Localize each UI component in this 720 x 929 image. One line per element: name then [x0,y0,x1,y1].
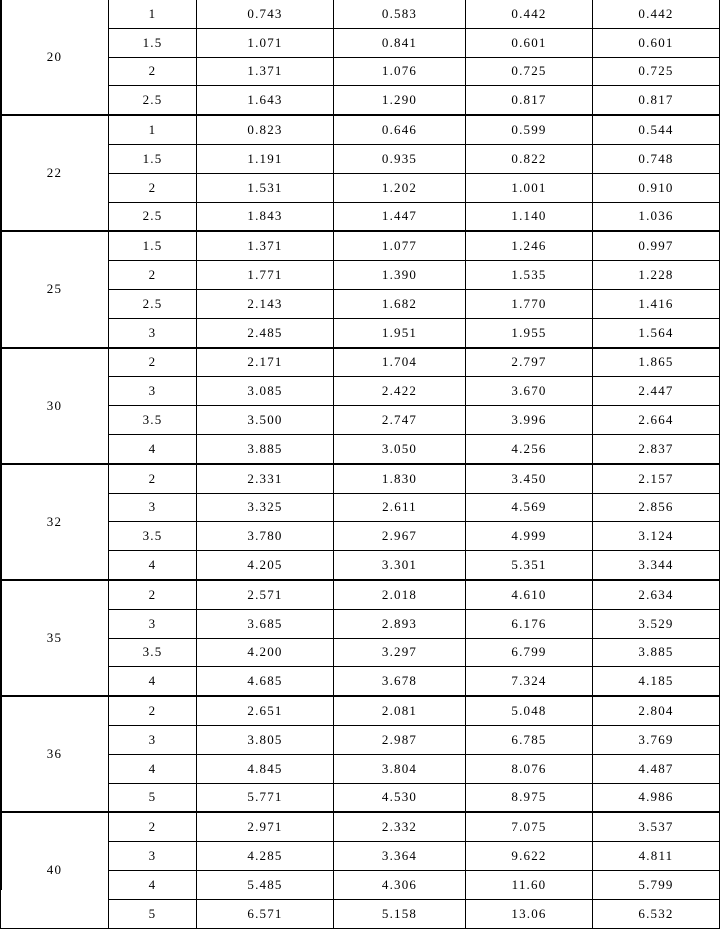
value4-cell: 2.634 [593,580,720,609]
value2-cell: 3.050 [334,434,466,463]
value2-cell: 2.987 [334,725,466,754]
value3-cell: 0.442 [466,0,593,28]
table-row [1,173,720,202]
table-row [1,609,720,638]
value4-cell: 1.564 [593,318,720,347]
value4-cell: 0.997 [593,231,720,260]
value2-cell: 2.893 [334,609,466,638]
value4-cell: 0.725 [593,57,720,86]
value3-cell: 8.076 [466,754,593,783]
value3-cell: 0.822 [466,144,593,173]
value1-cell: 3.500 [197,406,334,435]
value3-cell: 3.450 [466,464,593,493]
value4-cell: 0.601 [593,28,720,57]
value4-cell: 2.157 [593,464,720,493]
value4-cell: 3.885 [593,638,720,667]
thickness-cell: 3 [109,609,197,638]
value1-cell: 4.845 [197,754,334,783]
thickness-cell: 5 [109,899,197,928]
size-cell: 40 [1,812,109,928]
page-left-rule [0,0,2,890]
value3-cell: 1.955 [466,318,593,347]
value2-cell: 1.704 [334,348,466,377]
value1-cell: 3.685 [197,609,334,638]
size-cell: 25 [1,231,109,347]
value4-cell: 2.856 [593,493,720,522]
value3-cell: 11.60 [466,870,593,899]
thickness-cell: 2 [109,57,197,86]
table-row [1,0,720,28]
value3-cell: 5.048 [466,696,593,725]
value1-cell: 2.171 [197,348,334,377]
table-row [1,870,720,899]
value2-cell: 2.967 [334,522,466,551]
thickness-cell: 4 [109,551,197,580]
value3-cell: 6.176 [466,609,593,638]
thickness-cell: 1.5 [109,28,197,57]
value4-cell: 0.817 [593,86,720,115]
value3-cell: 4.999 [466,522,593,551]
value3-cell: 9.622 [466,842,593,871]
thickness-cell: 2 [109,348,197,377]
thickness-cell: 1 [109,0,197,28]
value3-cell: 1.770 [466,289,593,318]
value2-cell: 2.747 [334,406,466,435]
thickness-cell: 4 [109,870,197,899]
value3-cell: 3.996 [466,406,593,435]
thickness-cell: 2 [109,696,197,725]
value3-cell: 6.799 [466,638,593,667]
thickness-cell: 1 [109,115,197,144]
value4-cell: 1.228 [593,261,720,290]
thickness-cell: 4 [109,434,197,463]
size-cell: 20 [1,0,109,115]
value4-cell: 0.544 [593,115,720,144]
table-row [1,348,720,377]
value1-cell: 4.685 [197,667,334,696]
table-row [1,318,720,347]
value1-cell: 1.643 [197,86,334,115]
value3-cell: 13.06 [466,899,593,928]
thickness-cell: 2 [109,812,197,841]
table-row [1,522,720,551]
value2-cell: 2.422 [334,377,466,406]
value4-cell: 1.416 [593,289,720,318]
value3-cell: 2.797 [466,348,593,377]
thickness-cell: 3.5 [109,638,197,667]
size-cell: 30 [1,348,109,464]
value3-cell: 4.610 [466,580,593,609]
value3-cell: 0.599 [466,115,593,144]
table-row [1,464,720,493]
table-row [1,725,720,754]
value4-cell: 1.036 [593,202,720,231]
value4-cell: 1.865 [593,348,720,377]
value4-cell: 0.442 [593,0,720,28]
value2-cell: 1.951 [334,318,466,347]
value3-cell: 1.001 [466,173,593,202]
size-cell: 32 [1,464,109,580]
value1-cell: 2.971 [197,812,334,841]
table-row [1,261,720,290]
value4-cell: 4.811 [593,842,720,871]
table-row [1,202,720,231]
value2-cell: 1.290 [334,86,466,115]
value3-cell: 7.075 [466,812,593,841]
table-row [1,667,720,696]
table-row [1,638,720,667]
thickness-cell: 2.5 [109,86,197,115]
value2-cell: 1.682 [334,289,466,318]
value2-cell: 3.301 [334,551,466,580]
value2-cell: 1.202 [334,173,466,202]
table-row [1,57,720,86]
value4-cell: 0.748 [593,144,720,173]
value2-cell: 4.530 [334,783,466,812]
thickness-cell: 3.5 [109,406,197,435]
value2-cell: 1.076 [334,57,466,86]
table-row [1,231,720,260]
size-cell: 35 [1,580,109,696]
value2-cell: 0.646 [334,115,466,144]
thickness-cell: 3 [109,493,197,522]
value2-cell: 3.297 [334,638,466,667]
thickness-cell: 4 [109,754,197,783]
value2-cell: 1.077 [334,231,466,260]
value4-cell: 2.837 [593,434,720,463]
value3-cell: 1.246 [466,231,593,260]
table-row [1,115,720,144]
table-row [1,899,720,928]
value4-cell: 2.447 [593,377,720,406]
value1-cell: 3.325 [197,493,334,522]
value2-cell: 3.364 [334,842,466,871]
value4-cell: 3.769 [593,725,720,754]
value1-cell: 1.071 [197,28,334,57]
value1-cell: 6.571 [197,899,334,928]
value1-cell: 4.205 [197,551,334,580]
table-body [1,0,720,928]
table-row [1,754,720,783]
value3-cell: 3.670 [466,377,593,406]
value2-cell: 4.306 [334,870,466,899]
table-row [1,28,720,57]
thickness-cell: 2 [109,261,197,290]
value1-cell: 0.823 [197,115,334,144]
value4-cell: 3.537 [593,812,720,841]
value3-cell: 4.256 [466,434,593,463]
value4-cell: 3.344 [593,551,720,580]
value1-cell: 3.805 [197,725,334,754]
table-row [1,493,720,522]
value4-cell: 2.804 [593,696,720,725]
value4-cell: 0.910 [593,173,720,202]
thickness-cell: 3 [109,725,197,754]
thickness-cell: 3 [109,318,197,347]
value2-cell: 0.841 [334,28,466,57]
table-row [1,812,720,841]
value4-cell: 3.529 [593,609,720,638]
value1-cell: 2.571 [197,580,334,609]
value2-cell: 1.830 [334,464,466,493]
value1-cell: 1.371 [197,57,334,86]
value1-cell: 1.531 [197,173,334,202]
table-row [1,580,720,609]
value1-cell: 2.485 [197,318,334,347]
size-cell: 36 [1,696,109,812]
table-row [1,144,720,173]
thickness-cell: 2 [109,464,197,493]
value1-cell: 2.651 [197,696,334,725]
value1-cell: 1.371 [197,231,334,260]
value1-cell: 3.885 [197,434,334,463]
value2-cell: 3.678 [334,667,466,696]
value2-cell: 0.583 [334,0,466,28]
thickness-cell: 1.5 [109,231,197,260]
value4-cell: 4.185 [593,667,720,696]
value1-cell: 3.780 [197,522,334,551]
value4-cell: 5.799 [593,870,720,899]
table-row [1,783,720,812]
value1-cell: 2.331 [197,464,334,493]
value3-cell: 4.569 [466,493,593,522]
value1-cell: 1.771 [197,261,334,290]
thickness-cell: 4 [109,667,197,696]
table-row [1,551,720,580]
thickness-cell: 3.5 [109,522,197,551]
thickness-cell: 3 [109,842,197,871]
table-row [1,434,720,463]
thickness-cell: 2.5 [109,289,197,318]
value1-cell: 2.143 [197,289,334,318]
value3-cell: 5.351 [466,551,593,580]
value2-cell: 1.390 [334,261,466,290]
value2-cell: 5.158 [334,899,466,928]
value1-cell: 4.200 [197,638,334,667]
value1-cell: 1.191 [197,144,334,173]
value3-cell: 0.817 [466,86,593,115]
table-row [1,842,720,871]
thickness-cell: 5 [109,783,197,812]
thickness-cell: 2 [109,173,197,202]
value2-cell: 1.447 [334,202,466,231]
thickness-cell: 2.5 [109,202,197,231]
value3-cell: 8.975 [466,783,593,812]
size-cell: 22 [1,115,109,231]
value4-cell: 3.124 [593,522,720,551]
value1-cell: 5.771 [197,783,334,812]
thickness-cell: 3 [109,377,197,406]
value4-cell: 4.986 [593,783,720,812]
table-row [1,289,720,318]
value3-cell: 0.601 [466,28,593,57]
value3-cell: 1.535 [466,261,593,290]
value3-cell: 7.324 [466,667,593,696]
value4-cell: 4.487 [593,754,720,783]
value2-cell: 2.018 [334,580,466,609]
value1-cell: 3.085 [197,377,334,406]
table-row [1,377,720,406]
value2-cell: 0.935 [334,144,466,173]
value1-cell: 0.743 [197,0,334,28]
value1-cell: 4.285 [197,842,334,871]
value3-cell: 6.785 [466,725,593,754]
value2-cell: 2.332 [334,812,466,841]
table-row [1,86,720,115]
value2-cell: 3.804 [334,754,466,783]
value4-cell: 2.664 [593,406,720,435]
value2-cell: 2.081 [334,696,466,725]
value3-cell: 0.725 [466,57,593,86]
value1-cell: 1.843 [197,202,334,231]
value2-cell: 2.611 [334,493,466,522]
thickness-cell: 1.5 [109,144,197,173]
thickness-cell: 2 [109,580,197,609]
value3-cell: 1.140 [466,202,593,231]
value4-cell: 6.532 [593,899,720,928]
table-row [1,696,720,725]
table-row [1,406,720,435]
value1-cell: 5.485 [197,870,334,899]
